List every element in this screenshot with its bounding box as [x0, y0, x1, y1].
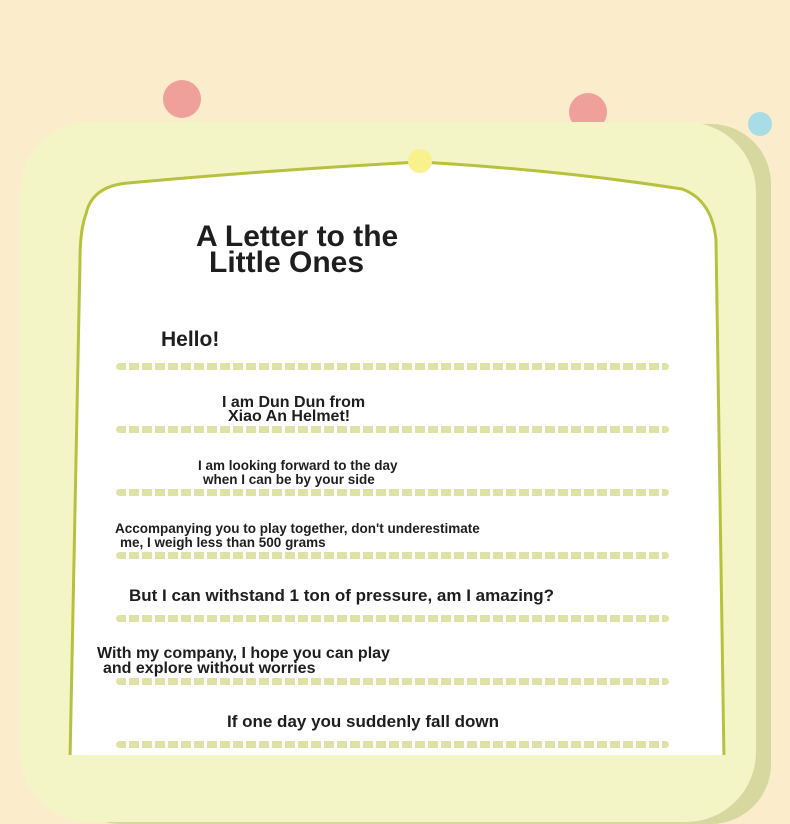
letter-line-text: Xiao An Helmet! [228, 408, 351, 425]
letter-line-text: Accompanying you to play together, don't underestimate [115, 521, 480, 536]
letter-line-text: and explore without worries [103, 660, 316, 677]
dashed-divider [116, 363, 669, 370]
letter-line-looking-forward [198, 459, 398, 487]
letter-line-fall-down: If one day you suddenly fall down [227, 712, 500, 731]
letter-line-text: me, I weigh less than 500 grams [120, 535, 326, 550]
dashed-divider [116, 741, 669, 748]
dashed-divider [116, 489, 669, 496]
dashed-divider [116, 678, 669, 685]
letter-title-line2: Little Ones [209, 246, 365, 279]
letter-line-text: With my company, I hope you can play [97, 645, 390, 662]
dashed-divider [116, 552, 669, 559]
letter-line-greeting: Hello! [161, 328, 220, 351]
letter-title [196, 220, 399, 279]
letter-line-company [97, 646, 390, 676]
letter-line-weight [115, 522, 480, 550]
letter-line-text: when I can be by your side [203, 472, 375, 487]
letter-title-line1: A Letter to the [196, 220, 399, 253]
letter-line-text: I am looking forward to the day [198, 458, 398, 473]
dashed-divider [116, 426, 669, 433]
letter-line-pressure: But I can withstand 1 ton of pressure, am I amazing? [129, 586, 555, 605]
pin-icon [408, 149, 432, 173]
letter-line-intro [222, 396, 365, 424]
dashed-divider [116, 615, 669, 622]
letter-line-text: I am Dun Dun from [222, 394, 366, 411]
